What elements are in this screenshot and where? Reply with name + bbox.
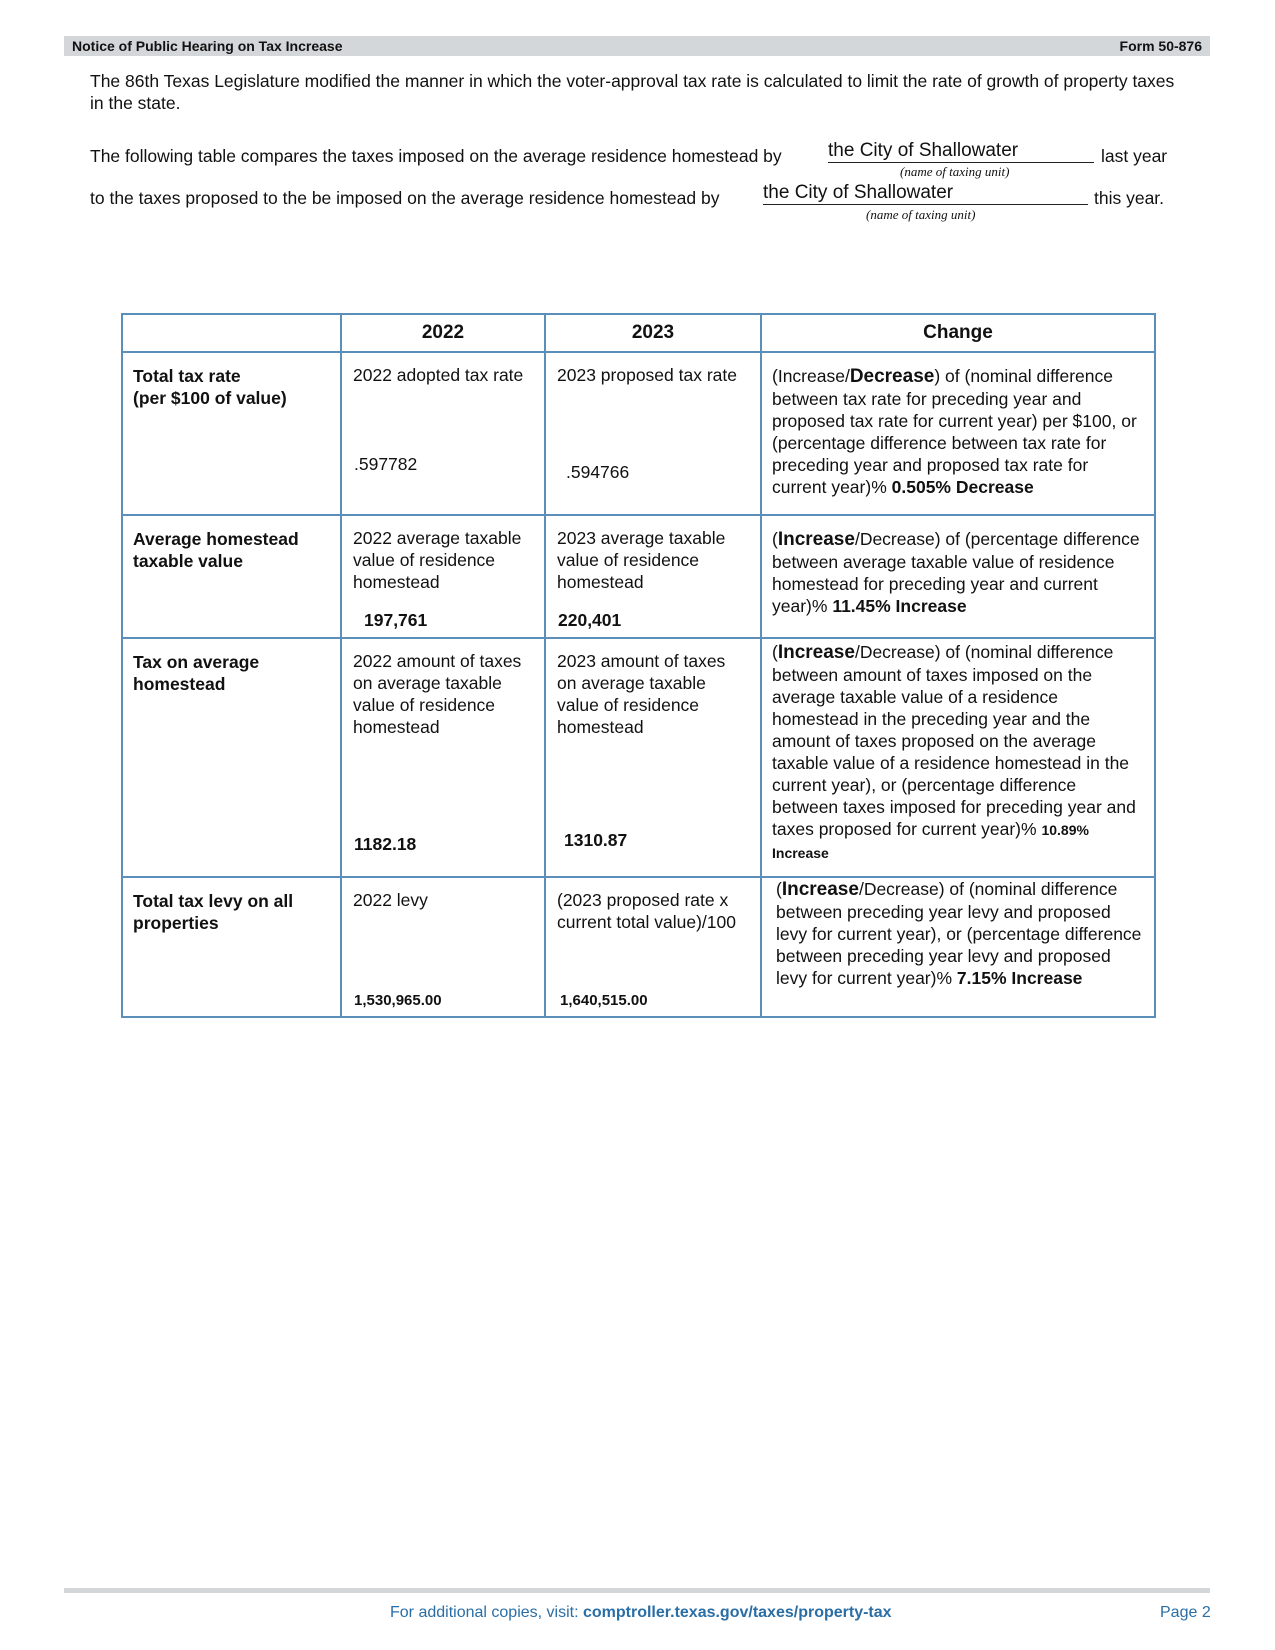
header-2022: 2022 — [341, 314, 545, 352]
footer-copies — [390, 1604, 892, 1622]
row-label-line: Total tax levy on all — [133, 891, 294, 911]
row-label — [122, 877, 341, 1017]
compare-line-1-end: last year — [1101, 146, 1168, 166]
row-label-line: taxable value — [133, 551, 243, 571]
change-result: 10.89% Increase — [772, 822, 1089, 861]
table-row-tax-on-average-homestead — [122, 638, 1155, 877]
cell-2022 — [341, 638, 545, 877]
cell-value: 1182.18 — [354, 834, 417, 854]
cell-change — [761, 638, 1155, 877]
intro-paragraph: The 86th Texas Legislature modified the manner in which the voter-approval tax rate is calculated to limit the rate of growth of property taxes in the state. — [90, 71, 1175, 113]
cell-2023 — [545, 352, 761, 515]
change-text: ) of (nominal difference between tax rate for preceding year and proposed tax rate for current year) per $100, or (percentage difference between tax rate for preceding year and proposed tax rate for current year)% — [772, 366, 1137, 497]
cell-change — [761, 877, 1155, 1017]
cell-description: 2022 average taxable value of residence homestead — [353, 528, 522, 592]
cell-value: 1,640,515.00 — [560, 992, 648, 1009]
row-label — [122, 352, 341, 515]
cell-2022 — [341, 515, 545, 638]
page-number: Page 2 — [1160, 1604, 1211, 1621]
taxing-unit-field-2: the City of Shallowater — [763, 182, 1088, 205]
change-text: ( — [776, 879, 782, 899]
cell-description: 2023 amount of taxes on average taxable value of residence homestead — [557, 651, 726, 737]
row-label-line: homestead — [133, 674, 226, 694]
compare-line-1-text: The following table compares the taxes imposed on the average residence homestead by — [90, 146, 782, 166]
cell-description: (2023 proposed rate x current total value)/100 — [557, 890, 736, 932]
cell-description: 2022 levy — [353, 890, 428, 910]
cell-2023 — [545, 877, 761, 1017]
header-change: Change — [761, 314, 1155, 352]
cell-value: 220,401 — [558, 610, 622, 630]
change-text: ( — [772, 529, 778, 549]
change-emphasis: Increase — [777, 529, 855, 550]
cell-2023 — [545, 515, 761, 638]
change-text: /Decrease) of (nominal difference between amount of taxes imposed on the average taxable value of a residence homestead in the preceding year and the amount of taxes proposed on the average taxable value of a residence homestead in the current year), or (percentage difference between taxes imposed for preceding year and taxes proposed for current year)% — [772, 642, 1136, 839]
table-header-row — [122, 314, 1155, 352]
cell-value: 1310.87 — [564, 830, 628, 850]
cell-description: 2022 adopted tax rate — [353, 365, 524, 385]
footer-link[interactable]: comptroller.texas.gov/taxes/property-tax — [582, 1604, 892, 1621]
row-label-line: properties — [133, 913, 219, 933]
change-emphasis: Increase — [781, 879, 859, 900]
taxing-unit-caption-2: (name of taxing unit) — [866, 207, 976, 222]
header-title: Notice of Public Hearing on Tax Increase — [72, 38, 343, 54]
cell-value: .597782 — [354, 454, 418, 474]
table-row-total-tax-rate — [122, 352, 1155, 515]
row-label-line: Total tax rate — [133, 366, 241, 386]
row-label — [122, 638, 341, 877]
cell-change — [761, 515, 1155, 638]
taxing-unit-caption-1: (name of taxing unit) — [900, 164, 1010, 179]
cell-2023 — [545, 638, 761, 877]
page-header — [64, 36, 1210, 56]
change-result: 0.505% Decrease — [891, 477, 1034, 497]
cell-2022 — [341, 877, 545, 1017]
row-label-line: Average homestead — [133, 529, 299, 549]
header-2023: 2023 — [545, 314, 761, 352]
change-text: (Increase/ — [772, 366, 850, 386]
cell-2022 — [341, 352, 545, 515]
change-text: ( — [772, 642, 778, 662]
form-number: Form 50-876 — [1119, 38, 1202, 54]
change-emphasis: Increase — [777, 642, 855, 663]
cell-value: .594766 — [566, 462, 630, 482]
compare-line-2-end: this year. — [1094, 188, 1165, 208]
footer-prefix: For additional copies, visit: — [390, 1604, 583, 1621]
cell-change — [761, 352, 1155, 515]
change-text: /Decrease) of (percentage difference between average taxable value of residence homestead for preceding year and current year)% — [772, 529, 1140, 616]
row-label-line: (per $100 of value) — [133, 388, 287, 408]
cell-description: 2022 amount of taxes on average taxable value of residence homestead — [353, 651, 522, 737]
change-result: 11.45% Increase — [832, 596, 967, 616]
table-row-average-homestead-value — [122, 515, 1155, 638]
row-label — [122, 515, 341, 638]
change-result: 7.15% Increase — [956, 968, 1083, 988]
compare-line-2-text: to the taxes proposed to the be imposed on the average residence homestead by — [90, 188, 720, 208]
cell-description: 2023 proposed tax rate — [557, 365, 737, 385]
change-emphasis: Decrease — [849, 366, 935, 387]
row-label-line: Tax on average — [133, 652, 260, 672]
footer-divider — [64, 1588, 1210, 1593]
cell-value: 1,530,965.00 — [354, 992, 442, 1009]
cell-description: 2023 average taxable value of residence homestead — [557, 528, 726, 592]
cell-value: 197,761 — [364, 610, 428, 630]
table-row-total-tax-levy — [122, 877, 1155, 1017]
change-text: /Decrease) of (nominal difference between preceding year levy and proposed levy for current year), or (percentage difference between preceding year levy and proposed levy for current year)% — [776, 879, 1142, 988]
header-blank — [122, 314, 341, 352]
tax-comparison-table — [121, 313, 1156, 1018]
taxing-unit-field-1: the City of Shallowater — [828, 140, 1094, 163]
